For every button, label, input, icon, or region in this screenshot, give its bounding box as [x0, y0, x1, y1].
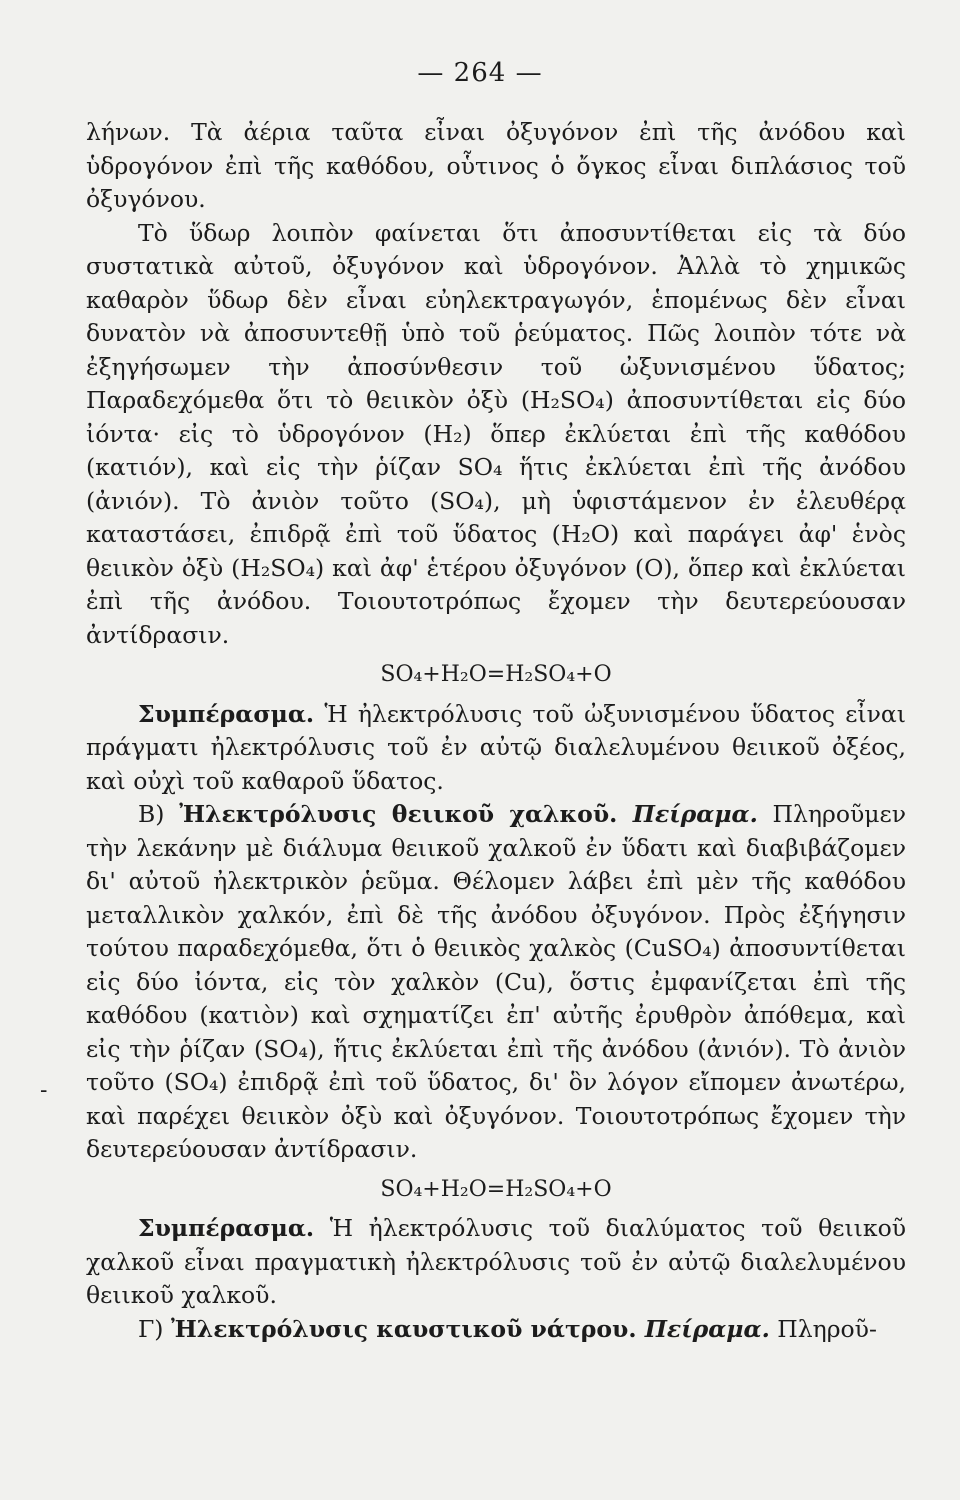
paragraph-text: Τὸ ὕδωρ λοιπὸν φαίνεται ὅτι ἀποσυντίθεται εἰς τὰ δύο συστατικὰ αὐτοῦ, ὀξυγόνον καὶ ὑδρογόνον. Ἀλλὰ τὸ χημικῶς καθαρὸν ὕδωρ δὲν εἶναι εὐηλεκτραγωγόν, ἑπομένως δὲν εἶναι δυνατὸν νὰ ἀποσυντεθῇ ὑπὸ τοῦ ῥεύματος. Πῶς λοιπὸν τότε νὰ ἐξηγήσωμεν τὴν ἀποσύνθεσιν τοῦ ὠξυνισμένου ὕδατος; Παραδεχόμεθα ὅτι τὸ θειικὸν ὀξὺ (H₂SO₄) ἀποσυντίθεται εἰς δύο ἰόντα· εἰς τὸ ὑδρογόνον (H₂) ὅπερ ἐκλύεται ἐπὶ τῆς καθόδου (κατιόν), καὶ εἰς τὴν ῥίζαν SO₄ ἥτις ἐκλύεται ἐπὶ τῆς ἀνόδου (ἀνιόν). Τὸ ἀνιὸν τοῦτο (SO₄), μὴ ὑφιστάμενον ἐν ἐλευθέρᾳ καταστάσει, ἐπιδρᾷ ἐπὶ τοῦ ὕδατος (H₂O) καὶ παράγει ἀφ' ἑνὸς θειικὸν ὀξὺ (H₂SO₄) καὶ ἀφ' ἑτέρου ὀξυγόνον (O), ὅπερ καὶ ἐκλύεται ἐπὶ τῆς ἀνόδου. Τοιουτοτρόπως ἔχομεν τὴν δευτερεύουσαν ἀντίδρασιν. — [86, 218, 906, 649]
margin-mark: - — [40, 1078, 48, 1103]
section-heading: Ἠλεκτρόλυσις καυστικοῦ νάτρου. — [170, 1314, 637, 1343]
paragraph-conclusion-2 — [86, 1212, 906, 1313]
section-prefix: Γ) — [138, 1314, 171, 1343]
paragraph-text: Ἡ ἠλεκτρόλυσις τοῦ διαλύματος τοῦ θειικοῦ χαλκοῦ εἶναι πραγματικὴ ἠλεκτρόλυσις τοῦ ἐν αὐτῷ διαλελυμένου θειικοῦ χαλκοῦ. — [86, 1214, 906, 1309]
conclusion-heading: Συμπέρασμα. — [138, 699, 315, 728]
paragraph-text: Πληροῦμεν τὴν λεκάνην μὲ διάλυμα θειικοῦ χαλκοῦ ἐν ὕδατι καὶ διαβιβάζομεν δι' αὐτοῦ ἠλεκτρικὸν ῥεῦμα. Θέλομεν λάβει ἐπὶ μὲν τῆς καθόδου μεταλλικὸν χαλκόν, ἐπὶ δὲ τῆς ἀνόδου ὀξυγόνον. Πρὸς ἐξήγησιν τούτου παραδεχόμεθα, ὅτι ὁ θειικὸς χαλκὸς (CuSO₄) ἀποσυντίθεται εἰς δύο ἰόντα, εἰς τὸν χαλκὸν (Cu), ὅστις ἐμφανίζεται ἐπὶ τῆς καθόδου (κατιὸν) καὶ σχηματίζει ἐπ' αὐτῆς ἐρυθρὸν ἀπόθεμα, καὶ εἰς τὴν ῥίζαν (SO₄), ἥτις ἐκλύεται ἐπὶ τῆς ἀνόδου (ἀνιόν). Τὸ ἀνιὸν τοῦτο (SO₄) ἐπιδρᾷ ἐπὶ τοῦ ὕδατος, δι' ὃν λόγον εἴπομεν ἀνωτέρω, καὶ παρέχει θειικὸν ὀξὺ καὶ ὀξυγόνον. Τοιουτοτρόπως ἔχομεν τὴν δευτερεύουσαν ἀντίδρασιν. — [86, 800, 906, 1163]
experiment-label: Πείραμα. — [636, 1314, 770, 1343]
paragraph-conclusion-1 — [86, 698, 906, 799]
conclusion-heading: Συμπέρασμα. — [138, 1214, 315, 1242]
paragraph-text: λήνων. Τὰ ἀέρια ταῦτα εἶναι ὀξυγόνον ἐπὶ τῆς ἀνόδου καὶ ὑδρογόνον ἐπὶ τῆς καθόδου, οὗτινος ὁ ὄγκος εἶναι διπλάσιος τοῦ ὀξυγόνου. — [86, 118, 906, 213]
body-text — [86, 116, 906, 1346]
experiment-label: Πείραμα. — [617, 800, 758, 828]
chemical-equation: SO₄+H₂O=H₂SO₄+O — [380, 662, 612, 687]
page-number: — 264 — — [417, 58, 543, 88]
paragraph-text: Ἡ ἠλεκτρόλυσις τοῦ ὠξυνισμένου ὕδατος εἶναι πράγματι ἠλεκτρόλυσις τοῦ ἐν αὐτῷ διαλελυμένου θειικοῦ ὀξέος, καὶ οὐχὶ τοῦ καθαροῦ ὕδατος. — [86, 699, 906, 795]
chemical-equation: SO₄+H₂O=H₂SO₄+O — [380, 1176, 612, 1202]
paragraph-water-decomposition — [86, 217, 906, 653]
section-c — [86, 1313, 906, 1347]
section-prefix: B) — [138, 800, 180, 828]
paragraph-continuation — [86, 116, 906, 217]
section-heading: Ἠλεκτρόλυσις θειικοῦ χαλκοῦ. — [179, 800, 618, 828]
section-b — [86, 798, 906, 1167]
paragraph-text: Πληροῦ- — [769, 1314, 877, 1343]
